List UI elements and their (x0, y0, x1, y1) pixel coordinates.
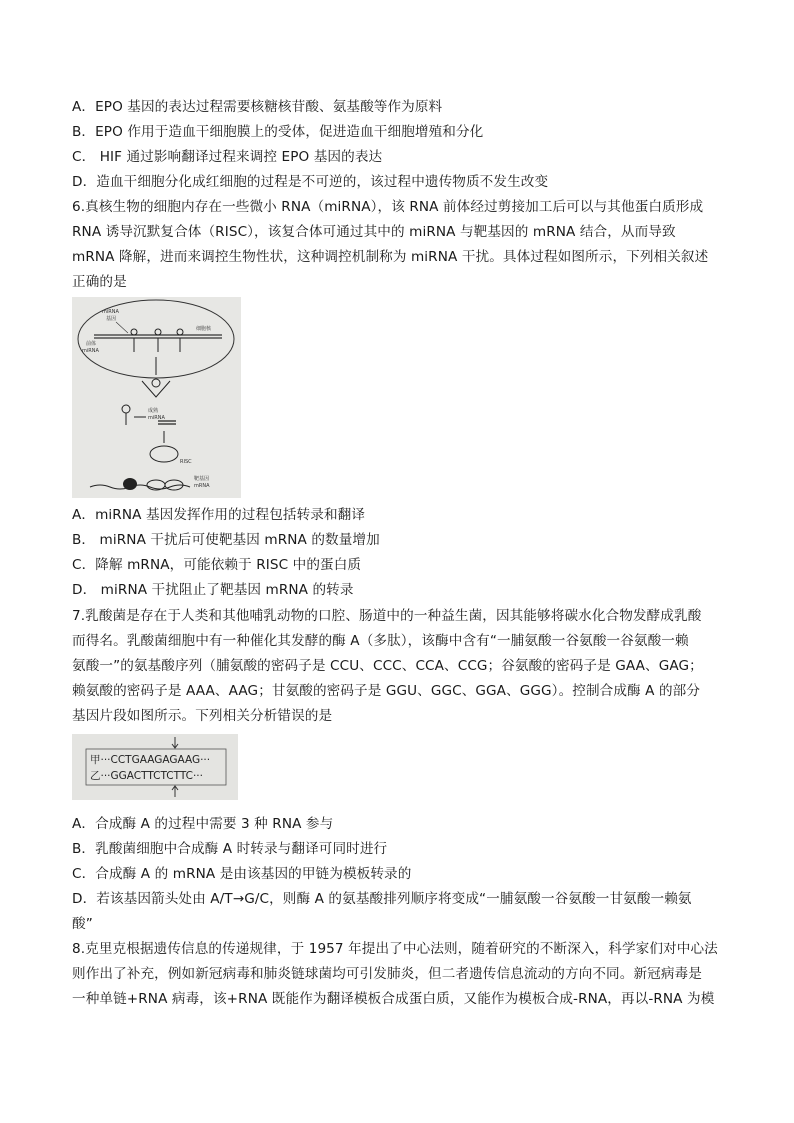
label-mirna-gene: miRNA (102, 309, 119, 315)
gene-fragment-figure (72, 734, 238, 800)
mirna-pathway-figure (72, 297, 241, 498)
label-target-2: mRNA (194, 483, 210, 489)
q5-option-b: B．EPO 作用于造血干细胞膜上的受体，促进造血干细胞增殖和分化 (72, 124, 484, 140)
label-mirna-gene-2: 基因 (106, 316, 117, 322)
q6-stem-line-4: 正确的是 (72, 274, 127, 290)
risc-complex (150, 446, 178, 462)
strand-yi: 乙···GGACTTCTCTTC··· (90, 770, 203, 782)
target-mrna-strand (90, 485, 190, 489)
q7-stem-line-5: 基因片段如图所示。下列相关分析错误的是 (72, 708, 333, 724)
q5-option-a: A．EPO 基因的表达过程需要核糖核苷酸、氨基酸等作为原料 (72, 99, 443, 115)
q7-option-d-line-1: D．若该基因箭头处由 A/T→G/C，则酶 A 的氨基酸排列顺序将变成“一脯氨酸一谷氨酸一甘氨酸一赖氨 (72, 891, 692, 907)
q5-option-d: D．造血干细胞分化成红细胞的过程是不可逆的，该过程中遗传物质不发生改变 (72, 174, 549, 190)
q6-stem-line-1: 6.真核生物的细胞内存在一些微小 RNA（miRNA），该 RNA 前体经过剪接加工后可以与其他蛋白质形成 (72, 199, 704, 215)
export-arrow (142, 381, 170, 397)
label-risc: RISC (180, 459, 192, 465)
q7-option-c: C．合成酶 A 的 mRNA 是由该基因的甲链为模板转录的 (72, 866, 412, 882)
q6-option-a: A．miRNA 基因发挥作用的过程包括转录和翻译 (72, 507, 366, 523)
q6-stem-line-2: RNA 诱导沉默复合体（RISC），该复合体可通过其中的 miRNA 与靶基因的 mRNA 结合，从而导致 (72, 224, 676, 240)
q6-option-d: D． miRNA 干扰阻止了靶基因 mRNA 的转录 (72, 582, 354, 598)
label-precursor: 前体 (86, 341, 97, 347)
q7-stem-line-3: 氨酸一”的氨基酸序列（脯氨酸的密码子是 CCU、CCC、CCA、CCG；谷氨酸的密码子是 GAA、GAG； (72, 658, 703, 674)
q8-stem-line-3: 一种单链+RNA 病毒，该+RNA 既能作为翻译模板合成蛋白质，又能作为模板合成-RNA，再以-RNA 为模 (72, 991, 715, 1007)
q7-stem-line-2: 而得名。乳酸菌细胞中有一种催化其发酵的酶 A（多肽），该酶中含有“一脯氨酸一谷氨酸一谷氨酸一赖 (72, 633, 689, 649)
q6-option-c: C．降解 mRNA，可能依赖于 RISC 中的蛋白质 (72, 557, 362, 573)
q7-option-a: A．合成酶 A 的过程中需要 3 种 RNA 参与 (72, 816, 334, 832)
q7-option-d-line-2: 酸” (72, 916, 93, 932)
ribosome (123, 478, 137, 490)
q8-stem-line-1: 8.克里克根据遗传信息的传递规律，于 1957 年提出了中心法则，随着研究的不断深入，科学家们对中心法 (72, 941, 718, 957)
q5-option-c: C． HIF 通过影响翻译过程来调控 EPO 基因的表达 (72, 149, 383, 165)
q8-stem-line-2: 则作出了补充，例如新冠病毒和肺炎链球菌均可引发肺炎，但二者遗传信息流动的方向不同。新冠病毒是 (72, 966, 702, 982)
q7-stem-line-1: 7.乳酸菌是存在于人类和其他哺乳动物的口腔、肠道中的一种益生菌，因其能够将碳水化合物发酵成乳酸 (72, 608, 702, 624)
label-mature: 成熟 (148, 408, 159, 414)
label-nucleus: 细胞核 (196, 326, 212, 332)
hairpin-precursors (131, 329, 183, 352)
q6-option-b: B． miRNA 干扰后可使靶基因 mRNA 的数量增加 (72, 532, 380, 548)
q7-stem-line-4: 赖氨酸的密码子是 AAA、AAG；甘氨酸的密码子是 GGU、GGC、GGA、GGG）。控制合成酶 A 的部分 (72, 683, 701, 699)
strand-jia: 甲···CCTGAAGAGAAG··· (90, 754, 211, 766)
q6-stem-line-3: mRNA 降解，进而来调控生物性状，这种调控机制称为 miRNA 干扰。具体过程如图所示，下列相关叙述 (72, 249, 709, 265)
label-precursor-2: miRNA (82, 348, 99, 354)
label-target: 靶基因 (194, 476, 210, 482)
label-mature-2: miRNA (148, 415, 165, 421)
q7-option-b: B．乳酸菌细胞中合成酶 A 时转录与翻译可同时进行 (72, 841, 388, 857)
